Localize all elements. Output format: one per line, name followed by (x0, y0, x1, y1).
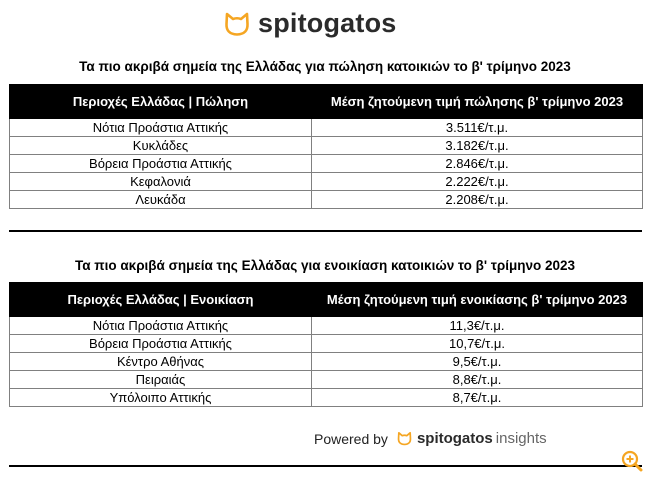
footer-logo-suffix: insights (495, 430, 547, 447)
table-row (10, 191, 643, 209)
region-cell: Λευκάδα (10, 191, 312, 209)
table-row (10, 137, 643, 155)
price-cell: 3.511€/τ.μ. (312, 119, 643, 137)
price-cell: 8,8€/τ.μ. (312, 371, 643, 389)
table-row (10, 335, 643, 353)
bottom-divider (9, 465, 642, 467)
table-row (10, 317, 643, 335)
table-header-row (10, 283, 643, 317)
table-header-row (10, 85, 643, 119)
powered-by-label: Powered by (314, 430, 388, 447)
logo-text: spitogatos (258, 8, 397, 38)
column-header-region: Περιοχές Ελλάδας | Ενοικίαση (10, 283, 312, 317)
price-cell: 9,5€/τ.μ. (312, 353, 643, 371)
column-header-region: Περιοχές Ελλάδας | Πώληση (10, 85, 312, 119)
column-header-price: Μέση ζητούμενη τιμή πώλησης β' τρίμηνο 2023 (312, 85, 643, 119)
sale-table (9, 84, 643, 209)
powered-by-footer (314, 430, 547, 447)
table-row (10, 371, 643, 389)
table-row (10, 389, 643, 407)
region-cell: Βόρεια Προάστια Αττικής (10, 155, 312, 173)
table-row (10, 173, 643, 191)
section-divider (9, 230, 642, 232)
table-row (10, 155, 643, 173)
spitogatos-logo (222, 8, 397, 39)
sale-section-title: Τα πιο ακριβά σημεία της Ελλάδας για πώληση κατοικιών το β' τρίμηνο 2023 (79, 59, 571, 74)
rent-section-title: Τα πιο ακριβά σημεία της Ελλάδας για ενοικίαση κατοικιών το β' τρίμηνο 2023 (74, 258, 575, 273)
price-cell: 10,7€/τ.μ. (312, 335, 643, 353)
cat-head-icon (222, 11, 252, 37)
footer-logo-text: spitogatos (416, 430, 493, 447)
zoom-in-button[interactable] (620, 449, 644, 473)
region-cell: Κυκλάδες (10, 137, 312, 155)
cat-head-icon (396, 431, 413, 446)
region-cell: Υπόλοιπο Αττικής (10, 389, 312, 407)
region-cell: Κεφαλονιά (10, 173, 312, 191)
region-cell: Βόρεια Προάστια Αττικής (10, 335, 312, 353)
region-cell: Νότια Προάστια Αττικής (10, 317, 312, 335)
column-header-price: Μέση ζητούμενη τιμή ενοικίασης β' τρίμηνο 2023 (312, 283, 643, 317)
price-cell: 3.182€/τ.μ. (312, 137, 643, 155)
price-cell: 2.846€/τ.μ. (312, 155, 643, 173)
region-cell: Κέντρο Αθήνας (10, 353, 312, 371)
price-cell: 2.222€/τ.μ. (312, 173, 643, 191)
table-row (10, 353, 643, 371)
table-row (10, 119, 643, 137)
price-cell: 11,3€/τ.μ. (312, 317, 643, 335)
price-cell: 2.208€/τ.μ. (312, 191, 643, 209)
price-cell: 8,7€/τ.μ. (312, 389, 643, 407)
zoom-in-icon (620, 449, 644, 473)
rent-table (9, 282, 643, 407)
region-cell: Πειραιάς (10, 371, 312, 389)
region-cell: Νότια Προάστια Αττικής (10, 119, 312, 137)
